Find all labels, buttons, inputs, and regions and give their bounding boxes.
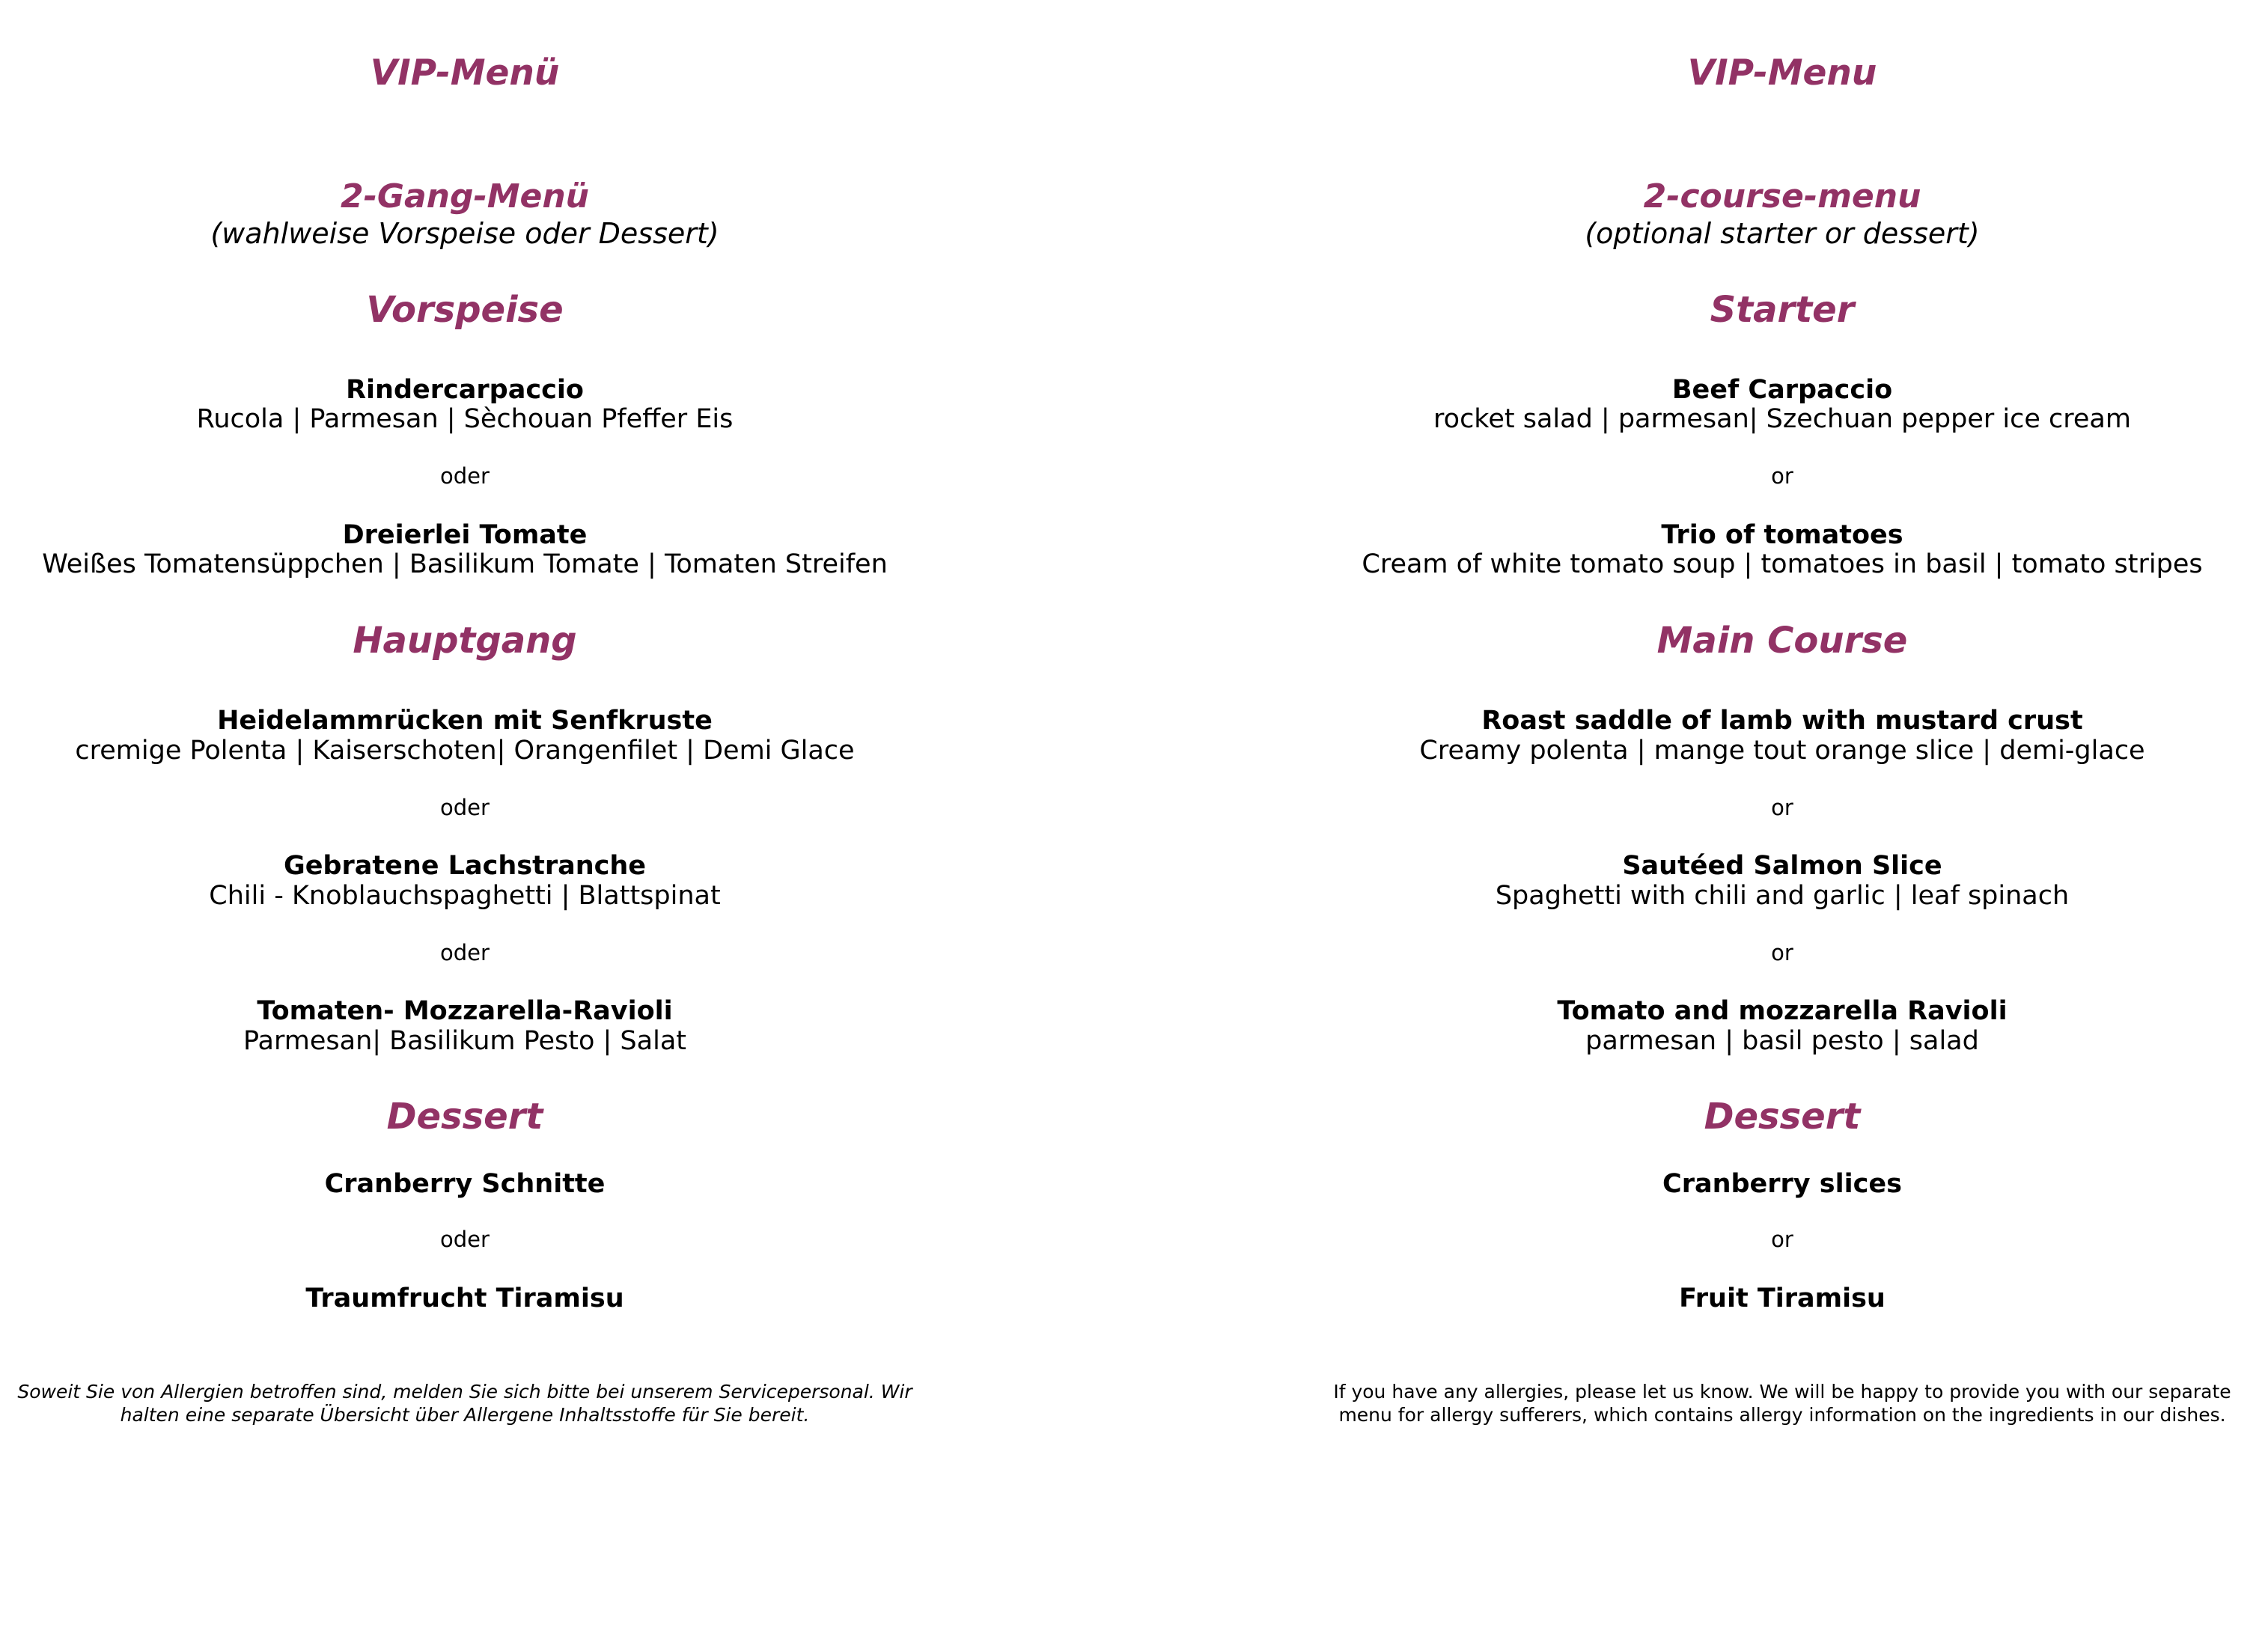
dish-description: parmesan | basil pesto | salad xyxy=(1585,1026,1979,1056)
course-subtitle: (optional starter or dessert) xyxy=(1585,217,1980,250)
dish-description: Cream of white tomato soup | tomatoes in basil | tomato stripes xyxy=(1362,549,2203,579)
or-separator: oder xyxy=(440,940,490,965)
or-separator: oder xyxy=(440,1227,490,1252)
dish-name: Trio of tomatoes xyxy=(1661,520,1903,550)
allergy-note: Soweit Sie von Allergien betroffen sind, melden Sie sich bitte bei unserem Servicepersonal. Wir halten eine separate Übersicht über Allergene Inhaltsstoffe für Sie bereit. xyxy=(17,1381,912,1426)
dish-name: Gebratene Lachstranche xyxy=(283,851,647,881)
dish-name: Traumfrucht Tiramisu xyxy=(305,1284,624,1313)
allergy-note: If you have any allergies, please let us know. We will be happy to provide you with our separate menu for allergy sufferers, which contains allergy information on the ingredients in our dishes. xyxy=(1333,1381,2231,1426)
dish-description: rocket salad | parmesan| Szechuan pepper ice cream xyxy=(1433,404,2131,434)
dish-description: Parmesan| Basilikum Pesto | Salat xyxy=(243,1026,686,1056)
dish-name: Cranberry slices xyxy=(1662,1169,1902,1199)
or-separator: or xyxy=(1771,1227,1793,1252)
dish-name: Sautéed Salmon Slice xyxy=(1622,851,1942,881)
dish-name: Beef Carpaccio xyxy=(1671,375,1893,405)
menu-title: VIP-Menu xyxy=(1687,52,1877,94)
section-heading-main: Main Course xyxy=(1656,620,1908,662)
section-heading-starter: Starter xyxy=(1710,289,1855,331)
or-separator: oder xyxy=(440,795,490,820)
course-subtitle: (wahlweise Vorspeise oder Dessert) xyxy=(210,217,719,250)
dish-name: Tomaten- Mozzarella-Ravioli xyxy=(257,996,673,1026)
or-separator: or xyxy=(1771,463,1793,489)
dish-name: Rindercarpaccio xyxy=(346,375,584,405)
section-heading-starter: Vorspeise xyxy=(366,289,564,331)
menu-column-german xyxy=(0,0,930,1639)
course-title: 2-Gang-Menü xyxy=(340,177,590,216)
dish-description: Weißes Tomatensüppchen | Basilikum Tomate | Tomaten Streifen xyxy=(42,549,888,579)
dish-name: Roast saddle of lamb with mustard crust xyxy=(1481,706,2083,736)
or-separator: or xyxy=(1771,940,1793,965)
or-separator: or xyxy=(1771,795,1793,820)
dish-description: cremige Polenta | Kaiserschoten| Orangenfilet | Demi Glace xyxy=(75,736,855,766)
dish-description: Chili - Knoblauchspaghetti | Blattspinat xyxy=(209,881,721,911)
dish-description: Rucola | Parmesan | Sèchouan Pfeffer Eis xyxy=(196,404,734,434)
course-title: 2-course-menu xyxy=(1643,177,1921,216)
dish-name: Dreierlei Tomate xyxy=(342,520,588,550)
or-separator: oder xyxy=(440,463,490,489)
menu-title: VIP-Menü xyxy=(370,52,560,94)
dish-name: Heidelammrücken mit Senfkruste xyxy=(217,706,713,736)
section-heading-dessert: Dessert xyxy=(1704,1096,1861,1138)
dish-description: Creamy polenta | mange tout orange slice | demi-glace xyxy=(1419,736,2145,766)
menu-column-english xyxy=(1317,0,2247,1639)
section-heading-dessert: Dessert xyxy=(386,1096,543,1138)
section-heading-main: Hauptgang xyxy=(353,620,577,662)
dish-name: Fruit Tiramisu xyxy=(1679,1284,1886,1313)
dish-description: Spaghetti with chili and garlic | leaf spinach xyxy=(1495,881,2070,911)
dish-name: Tomato and mozzarella Ravioli xyxy=(1557,996,2008,1026)
dish-name: Cranberry Schnitte xyxy=(324,1169,606,1199)
